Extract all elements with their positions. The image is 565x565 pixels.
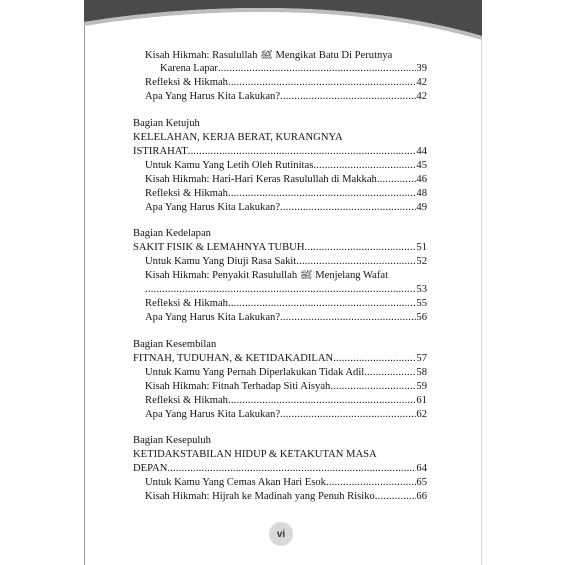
toc-entry-page: 42	[416, 77, 427, 88]
toc-entry[interactable]	[145, 284, 427, 296]
toc-entry[interactable]	[145, 202, 427, 214]
toc-entry-page: 44	[416, 146, 427, 157]
leader-dots	[304, 242, 416, 254]
toc-entry[interactable]	[145, 174, 427, 186]
toc-entry[interactable]	[145, 395, 427, 407]
toc-entry-page: 49	[416, 202, 427, 213]
toc-entry[interactable]	[133, 242, 427, 254]
toc-entry-text: Refleksi & Hikmah	[145, 77, 228, 88]
section-title[interactable]: KETIDAKSTABILAN HIDUP & KETAKUTAN MASA	[133, 449, 377, 460]
section-title: SAKIT FISIK & LEMAHNYA TUBUH	[133, 242, 305, 253]
leader-dots	[375, 491, 417, 503]
toc-entry-text: Kisah Hikmah: Penyakit Rasulullah ﷺ Menjelang Wafat	[145, 270, 389, 281]
leader-dots	[333, 353, 416, 365]
section-title: FITNAH, TUDUHAN, & KETIDAKADILAN	[133, 353, 334, 364]
toc-entry-page: 59	[416, 381, 427, 392]
toc-entry-page: 62	[416, 409, 427, 420]
toc-entry[interactable]	[160, 63, 427, 75]
toc-entry-text: Kisah Hikmah: Rasulullah ﷺ Mengikat Batu Di Perutnya	[145, 50, 393, 61]
leader-dots	[280, 202, 416, 214]
toc-entry-text: Untuk Kamu Yang Diuji Rasa Sakit	[145, 256, 297, 267]
toc-entry-page: 61	[416, 395, 427, 406]
toc-entry[interactable]	[133, 463, 427, 475]
leader-dots	[218, 63, 416, 75]
leader-dots	[228, 395, 416, 407]
leader-dots	[296, 256, 416, 268]
toc-entry-page: 42	[416, 91, 427, 102]
page-number-badge	[269, 522, 293, 546]
toc-entry-page: 39	[416, 63, 427, 74]
toc-entry[interactable]	[145, 312, 427, 324]
toc-entry[interactable]	[145, 256, 427, 268]
toc-entry-page: 46	[416, 174, 427, 185]
toc-entry-text: Kisah Hikmah: Hijrah ke Madinah yang Penuh Risiko	[145, 491, 375, 502]
leader-dots	[280, 91, 416, 103]
toc-entry[interactable]	[145, 160, 427, 172]
toc-entry[interactable]	[145, 491, 427, 503]
leader-dots	[313, 160, 416, 172]
toc-entry[interactable]	[145, 409, 427, 421]
toc-entry-text: Karena Lapar	[160, 63, 218, 74]
leader-dots	[326, 477, 416, 489]
toc-entry-text: Apa Yang Harus Kita Lakukan?	[145, 202, 281, 213]
section-title: DEPAN	[133, 463, 168, 474]
section-label: Bagian Kedelapan	[133, 228, 211, 239]
leader-dots	[280, 409, 416, 421]
leader-dots	[377, 174, 417, 186]
section-title: ISTIRAHAT	[133, 146, 188, 157]
toc-entry-page: 58	[416, 367, 427, 378]
toc-entry[interactable]	[145, 77, 427, 89]
toc-entry-page: 52	[416, 256, 427, 267]
toc-entry[interactable]	[145, 270, 427, 282]
section-title[interactable]: KELELAHAN, KERJA BERAT, KURANGNYA	[133, 132, 343, 143]
toc-entry[interactable]	[145, 381, 427, 393]
toc-entry-page: 53	[416, 284, 427, 295]
toc-entry[interactable]	[145, 367, 427, 379]
leader-dots	[280, 312, 416, 324]
toc-entry[interactable]	[145, 91, 427, 103]
toc-entry-text: Apa Yang Harus Kita Lakukan?	[145, 91, 281, 102]
toc-entry[interactable]	[145, 188, 427, 200]
section-label: Bagian Kesepuluh	[133, 435, 211, 446]
toc-entry-page: 48	[416, 188, 427, 199]
toc-entry-text: Kisah Hikmah: Fitnah Terhadap Siti Aisyah	[145, 381, 331, 392]
toc-entry[interactable]	[145, 50, 427, 62]
toc-entry[interactable]	[133, 353, 427, 365]
toc-entry-text: Untuk Kamu Yang Pernah Diperlakukan Tidak Adil	[145, 367, 365, 378]
leader-dots	[330, 381, 416, 393]
page-number: vi	[276, 528, 286, 540]
leader-dots	[145, 284, 416, 296]
toc-entry[interactable]	[145, 298, 427, 310]
leader-dots	[167, 463, 416, 475]
leader-dots	[228, 77, 416, 89]
toc-entry-text: Untuk Kamu Yang Letih Oleh Rutinitas	[145, 160, 314, 171]
toc-entry-page: 45	[416, 160, 427, 171]
toc-entry-page: 56	[416, 312, 427, 323]
toc-entry-text: Apa Yang Harus Kita Lakukan?	[145, 409, 281, 420]
toc-entry-text: Untuk Kamu Yang Cemas Akan Hari Esok	[145, 477, 326, 488]
leader-dots	[228, 188, 416, 200]
toc-entry-page: 57	[416, 353, 427, 364]
toc-entry-page: 64	[416, 463, 427, 474]
toc-entry-page: 55	[416, 298, 427, 309]
leader-dots	[364, 367, 416, 379]
toc-entry-page: 66	[416, 491, 427, 502]
toc-entry-page: 51	[416, 242, 427, 253]
toc-entry-text: Refleksi & Hikmah	[145, 298, 228, 309]
toc-entry-text: Apa Yang Harus Kita Lakukan?	[145, 312, 281, 323]
section-label: Bagian Ketujuh	[133, 118, 200, 129]
leader-dots	[188, 146, 417, 158]
toc-entry-page: 65	[416, 477, 427, 488]
toc-entry[interactable]	[133, 146, 427, 158]
toc-entry-text: Refleksi & Hikmah	[145, 188, 228, 199]
leader-dots	[228, 298, 416, 310]
section-label: Bagian Kesembilan	[133, 339, 217, 350]
toc-entry-text: Kisah Hikmah: Hari-Hari Keras Rasulullah di Makkah	[145, 174, 377, 185]
toc-entry[interactable]	[145, 477, 427, 489]
toc-entry-text: Refleksi & Hikmah	[145, 395, 228, 406]
